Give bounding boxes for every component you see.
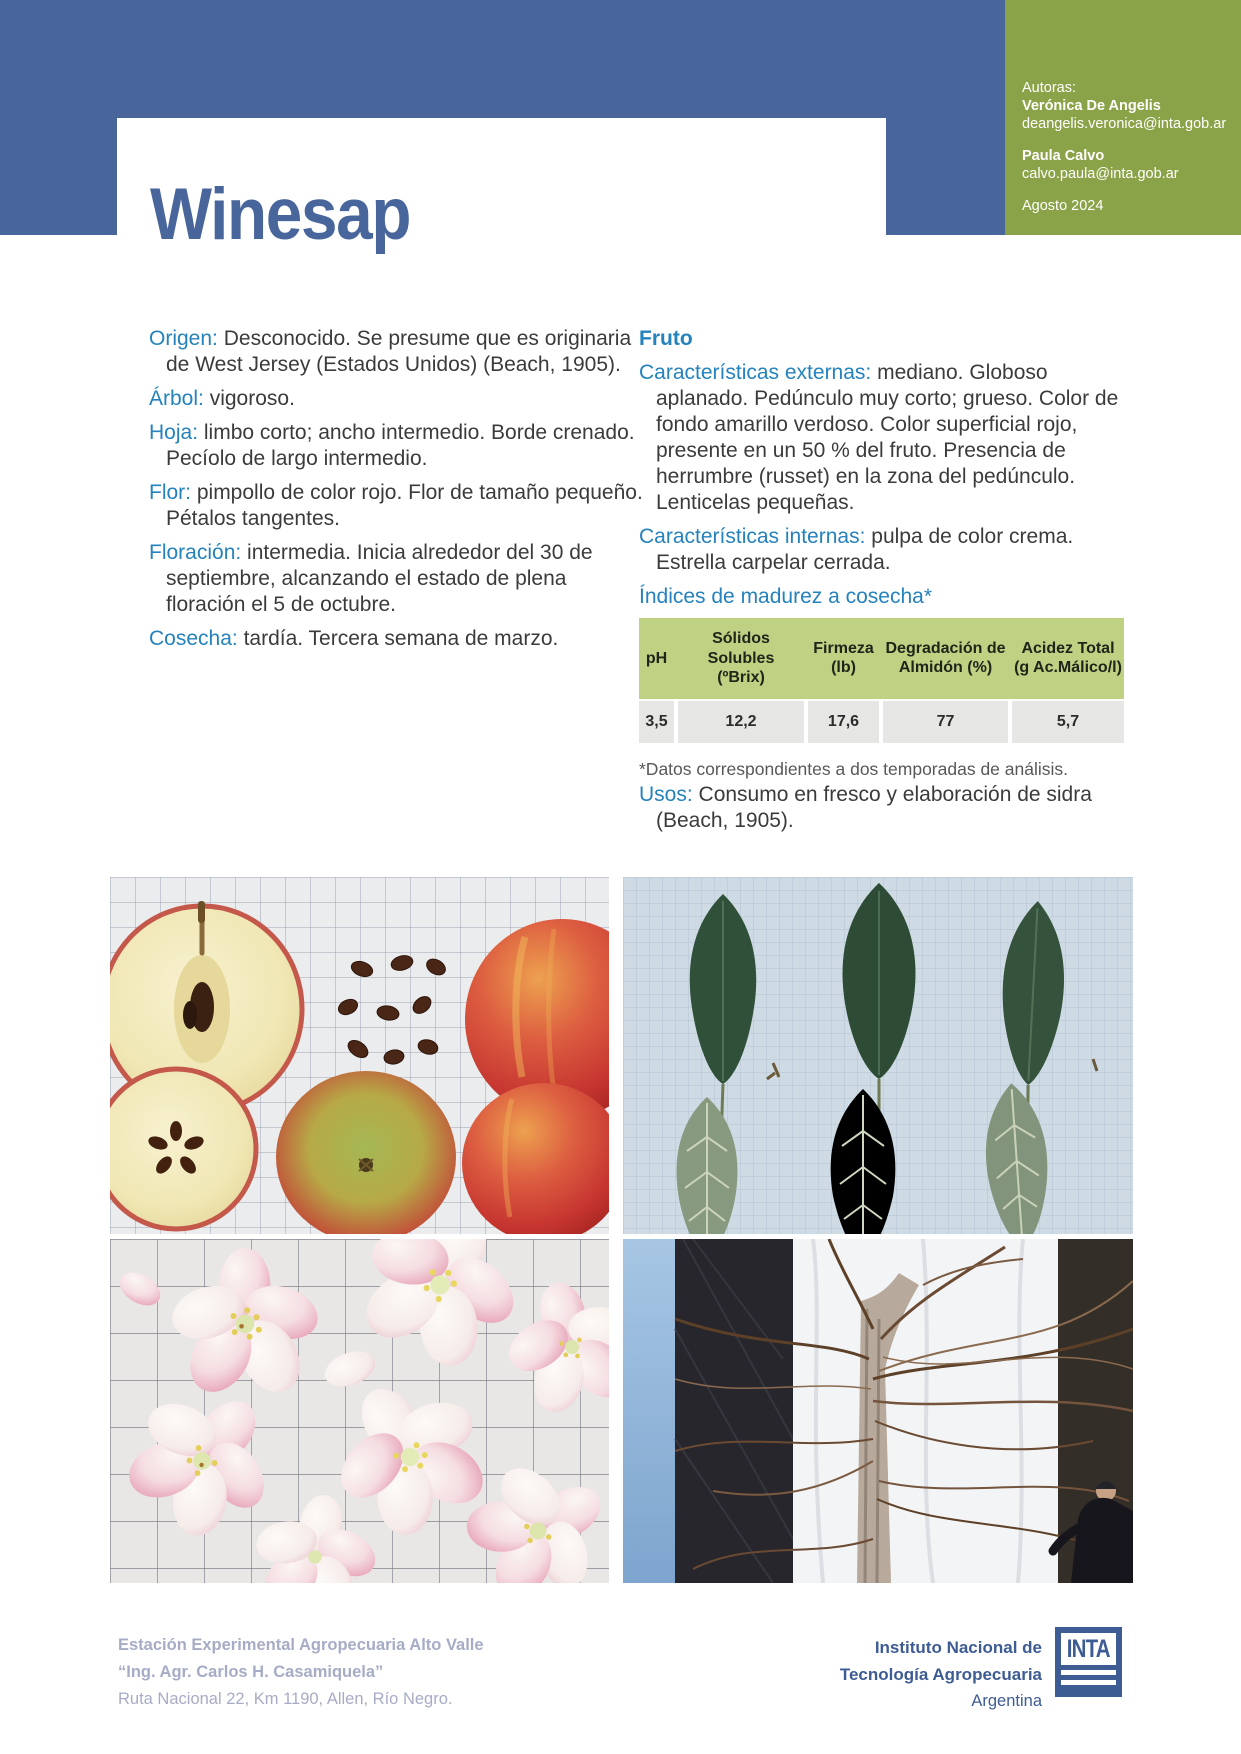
inta-logo-wordmark: INTA — [1061, 1633, 1116, 1665]
shade-cloth-left — [675, 1239, 793, 1583]
field-caracteristicas-internas: Características internas: pulpa de color crema. Estrella carpelar cerrada. — [639, 525, 1074, 574]
col-acidez-total: Acidez Total (g Ac.Málico/l) — [1014, 639, 1122, 677]
field-cosecha: Cosecha: tardía. Tercera semana de marzo. — [149, 627, 559, 650]
field-usos: Usos: Consumo en fresco y elaboración de sidra (Beach, 1905). — [639, 782, 1092, 832]
station-address: Ruta Nacional 22, Km 1190, Allen, Río Negro. — [118, 1690, 453, 1708]
orchard-photo — [623, 1239, 1133, 1583]
author-email: deangelis.veronica@inta.gob.ar — [1022, 116, 1227, 132]
author-name: Paula Calvo — [1022, 148, 1105, 164]
col-solidos-solubles: Sólidos Solubles (ºBrix) — [707, 630, 775, 686]
inta-logo — [1055, 1627, 1122, 1697]
field-hoja: Hoja: limbo corto; ancho intermedio. Borde crenado. Pecíolo de largo intermedio. — [149, 421, 635, 470]
col-firmeza: Firmeza (lb) — [813, 639, 874, 677]
value-almidon: 77 — [883, 701, 1008, 743]
blossoms-photo — [110, 1239, 609, 1583]
field-floracion: Floración: intermedia. Inicia alrededor del 30 de septiembre, alcanzando el estado de plena floración el 5 de octubre. — [149, 541, 593, 616]
inta-logo-bar — [1061, 1680, 1116, 1685]
institute-name-line2: Tecnología Agropecuaria — [839, 1665, 1042, 1684]
field-arbol: Árbol: vigoroso. — [149, 387, 295, 410]
authors-label: Autoras: — [1022, 80, 1076, 96]
field-caracteristicas-externas: Características externas: mediano. Globoso aplanado. Pedúnculo muy corto; grueso. Color de fondo amarillo verdoso. Color superficial rojo, presente en un 50 % del fruto. Presencia de herrumbre (russet) en la zona del pedúnculo. Lenticelas pequeñas. — [639, 361, 1119, 514]
maturity-table — [639, 618, 1124, 743]
value-ph: 3,5 — [639, 701, 674, 743]
footer-institute-block — [840, 1634, 1042, 1715]
publication-date: Agosto 2024 — [1022, 198, 1104, 214]
col-ph: pH — [645, 649, 668, 667]
value-solidos: 12,2 — [678, 701, 804, 743]
institute-country: Argentina — [971, 1692, 1042, 1710]
station-subname: “Ing. Agr. Carlos H. Casamiquela” — [118, 1663, 384, 1681]
authors-box — [1022, 79, 1234, 215]
sky — [623, 1239, 675, 1583]
footer-station-block — [118, 1632, 484, 1713]
apple-half-star-face — [110, 1069, 256, 1229]
author-name: Verónica De Angelis — [1022, 98, 1161, 114]
section-title-fruto: Fruto — [639, 327, 693, 350]
right-column — [639, 326, 1136, 842]
maturity-table-header — [639, 618, 1124, 699]
apple-fruit-photo — [110, 877, 609, 1234]
author-email: calvo.paula@inta.gob.ar — [1022, 166, 1179, 182]
field-flor: Flor: pimpollo de color rojo. Flor de tamaño pequeño. Pétalos tangentes. — [149, 481, 643, 530]
table-footnote: *Datos correspondientes a dos temporadas de análisis. — [639, 758, 1068, 779]
institute-name-line1: Instituto Nacional de — [874, 1638, 1042, 1657]
page-title: Winesap — [150, 174, 411, 255]
col-degradacion-almidon: Degradación de Almidón (%) — [885, 639, 1006, 677]
value-firmeza: 17,6 — [808, 701, 879, 743]
left-column — [149, 326, 646, 660]
leaves-photo — [623, 877, 1133, 1234]
station-name: Estación Experimental Agropecuaria Alto Valle — [118, 1636, 484, 1654]
maturity-heading: Índices de madurez a cosecha* — [639, 585, 933, 608]
maturity-table-values — [639, 701, 1124, 743]
field-origen: Origen: Desconocido. Se presume que es originaria de West Jersey (Estados Unidos) (Beach, 1905). — [149, 327, 632, 376]
value-acidez: 5,7 — [1012, 701, 1124, 743]
inta-logo-bar — [1061, 1670, 1116, 1675]
photo-grid — [110, 877, 1133, 1583]
